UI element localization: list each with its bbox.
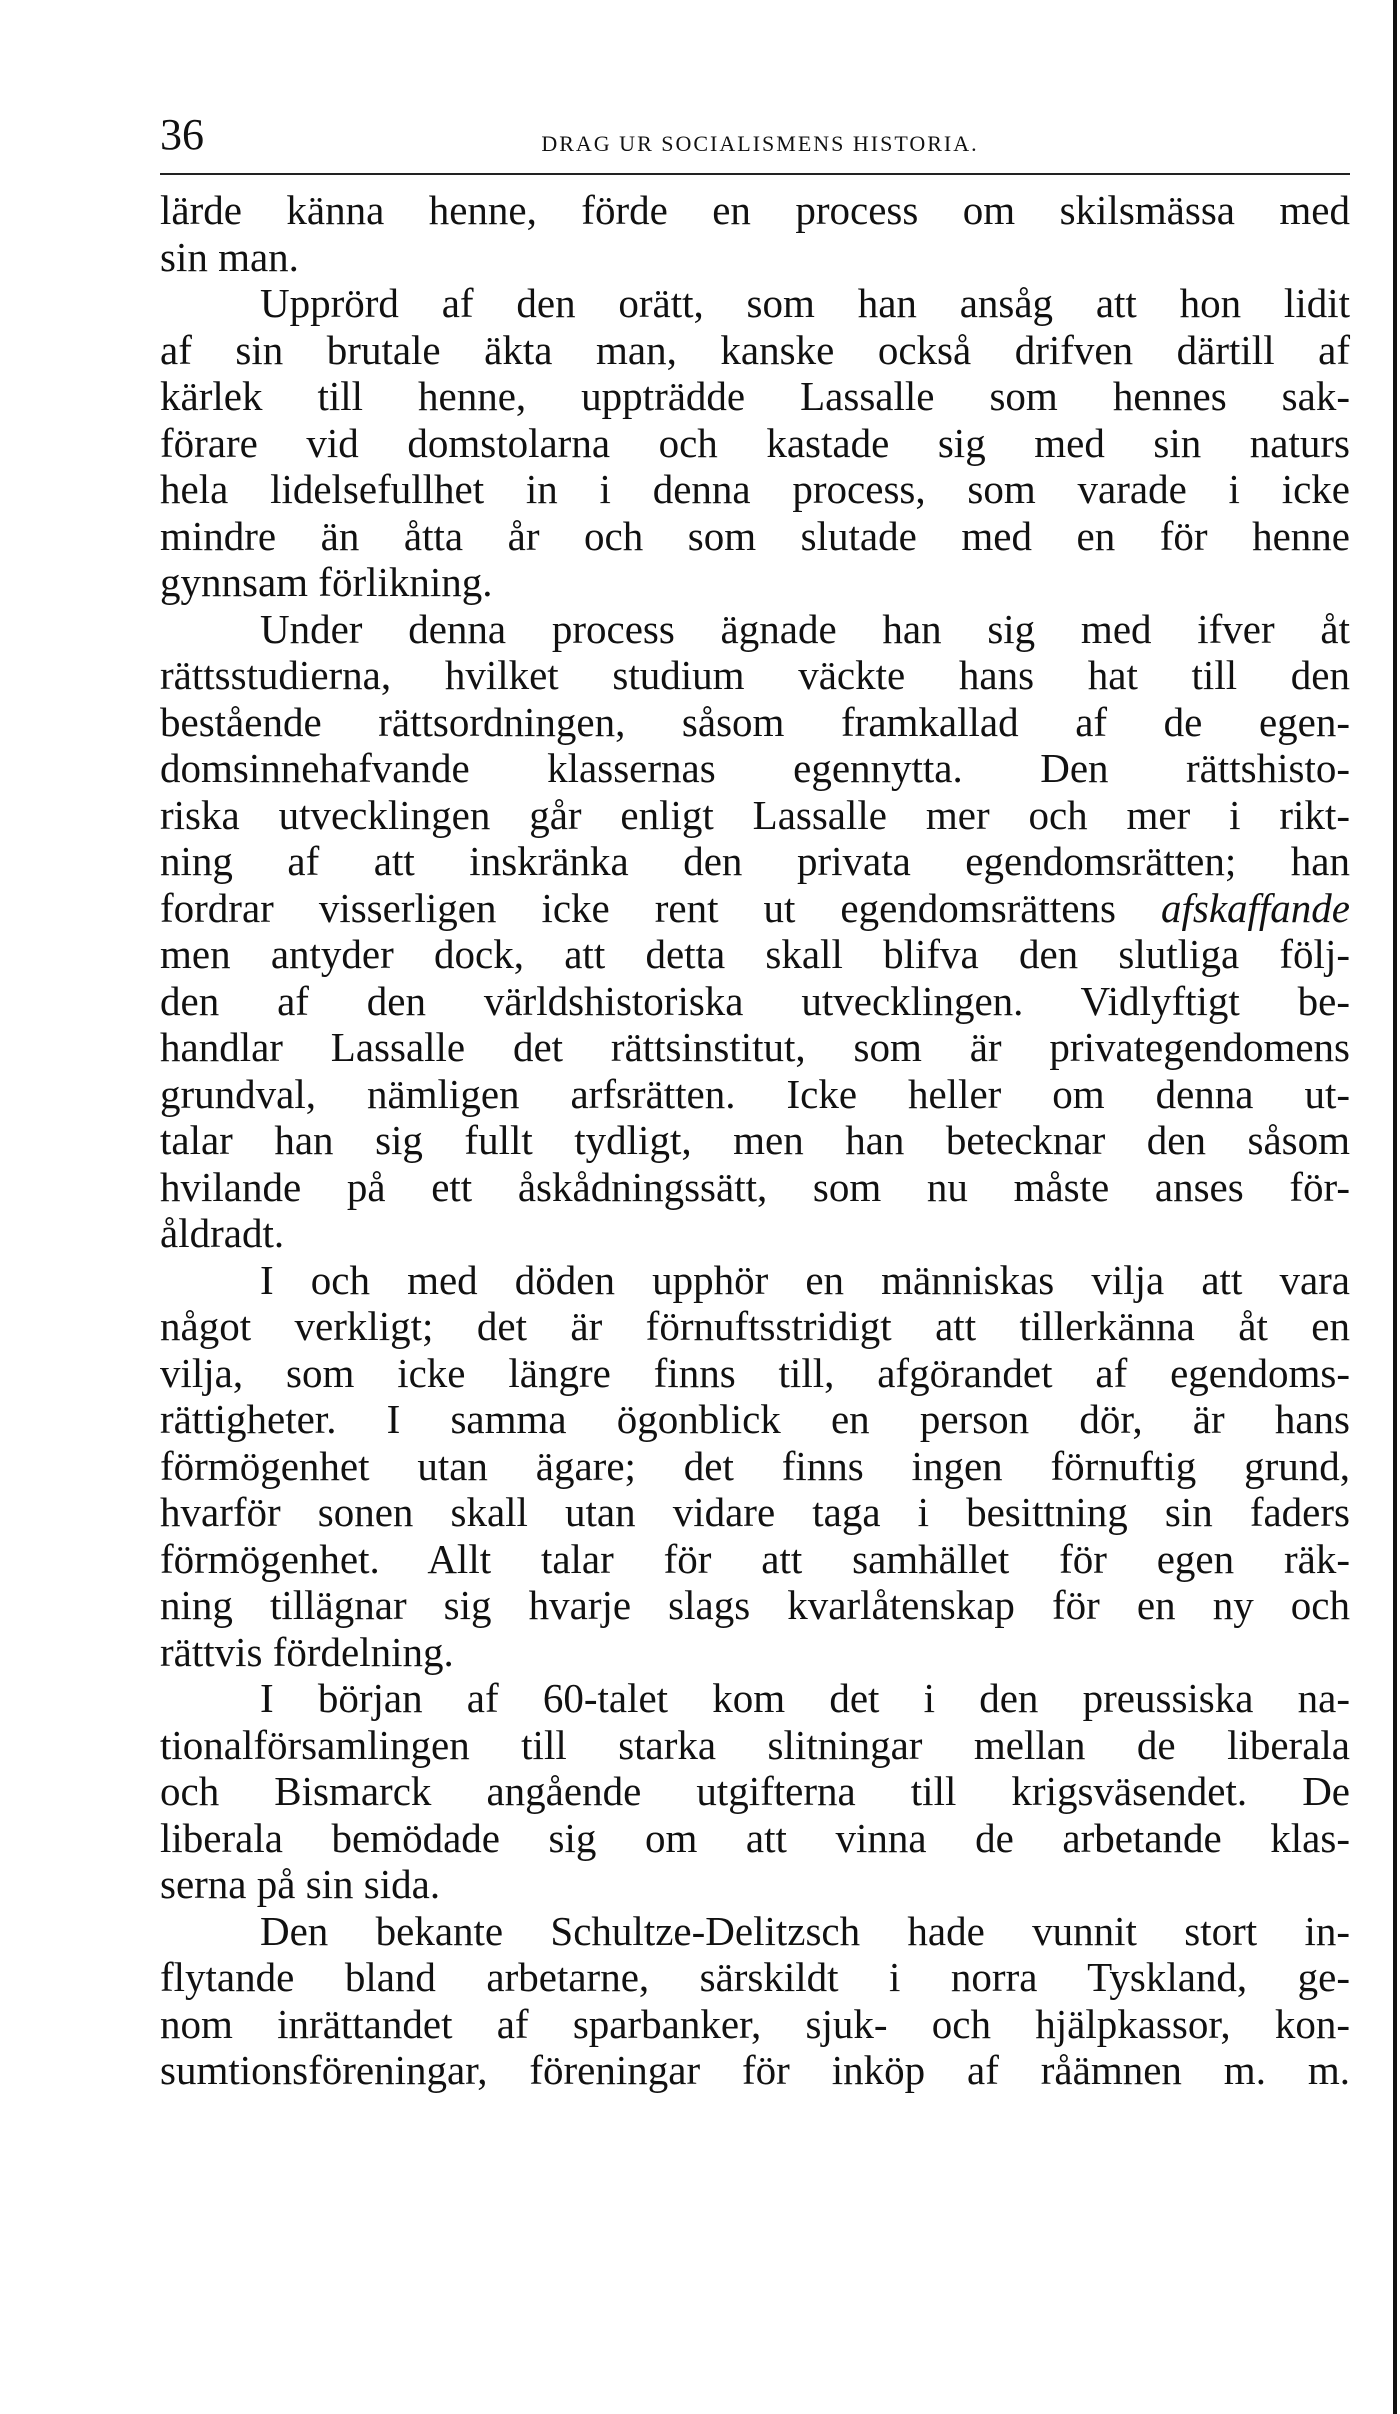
text-line: rättigheter. I samma ögonblick en person dör, är hans <box>160 1396 1350 1442</box>
text-line: sin man. <box>160 233 299 280</box>
page-header <box>160 95 1350 175</box>
text-line: tionalförsamlingen till starka slitningar mellan de liberala <box>160 1721 1350 1768</box>
text-line: flytande bland arbetarne, särskildt i norra Tyskland, ge- <box>160 1954 1350 2000</box>
text-segment: fordrar visserligen icke rent ut egendomsrättens <box>160 884 1116 931</box>
text-line: kärlek till henne, uppträdde Lassalle som hennes sak- <box>160 373 1350 419</box>
paragraph-first-line: I början af 60-talet kom det i den preussiska na- <box>260 1675 1350 1721</box>
text-line: riska utvecklingen går enligt Lassalle mer och mer i rikt- <box>160 791 1350 838</box>
text-line: förmögenhet. Allt talar för att samhället för egen räk- <box>160 1535 1350 1582</box>
text-line: rättvis fördelning. <box>160 1628 454 1675</box>
text-line: nom inrättandet af sparbanker, sjuk- och hjälpkassor, kon- <box>160 2000 1350 2047</box>
text-line: serna på sin sida. <box>160 1861 441 1907</box>
text-line: liberala bemödade sig om att vinna de arbetande klas- <box>160 1814 1350 1861</box>
text-line: gynnsam förlikning. <box>160 559 493 605</box>
text-line: handlar Lassalle det rättsinstitut, som är privategendomens <box>160 1024 1350 1070</box>
text-line: ning tillägnar sig hvarje slags kvarlåtenskap för en ny och <box>160 1582 1350 1628</box>
text-line: men antyder dock, att detta skall blifva den slutliga följ- <box>160 931 1350 977</box>
text-line: bestående rättsordningen, såsom framkallad af de egen- <box>160 698 1350 745</box>
page-edge-rule <box>1393 0 1397 2414</box>
text-line: den af den världshistoriska utvecklingen. Vidlyftigt be- <box>160 977 1350 1024</box>
text-line: lärde känna henne, förde en process om skilsmässa med <box>160 187 1350 233</box>
text-line: grundval, nämligen arfsrätten. Icke heller om denna ut- <box>160 1070 1350 1117</box>
text-line: åldradt. <box>160 1210 285 1256</box>
text-line: sumtionsföreningar, föreningar för inköp af råämnen m. m. <box>160 2047 1350 2093</box>
text-line: förare vid domstolarna och kastade sig med sin naturs <box>160 419 1350 466</box>
running-head: DRAG UR SOCIALISMENS HISTORIA. <box>541 131 979 156</box>
text-line: ning af att inskränka den privata egendomsrätten; han <box>160 838 1350 884</box>
text-line: vilja, som icke längre finns till, afgörandet af egendoms- <box>160 1349 1350 1396</box>
text-line: af sin brutale äkta man, kanske också drifven därtill af <box>160 326 1350 373</box>
text-line: talar han sig fullt tydligt, men han betecknar den såsom <box>160 1117 1350 1163</box>
text-line: hvarför sonen skall utan vidare taga i besittning sin faders <box>160 1489 1350 1535</box>
body-text <box>160 187 1350 2094</box>
page-number: 36 <box>160 110 204 159</box>
text-line: och Bismarck angående utgifterna till krigsväsendet. De <box>160 1768 1350 1814</box>
paragraph-first-line: I och med döden upphör en människas vilja att vara <box>260 1256 1350 1303</box>
book-page <box>160 95 1350 2094</box>
paragraph-first-line: Under denna process ägnade han sig med ifver åt <box>260 605 1350 652</box>
text-line: något verkligt; det är förnuftsstridigt att tillerkänna åt en <box>160 1303 1350 1349</box>
text-line: rättsstudierna, hvilket studium väckte hans hat till den <box>160 652 1350 698</box>
paragraph-first-line: Upprörd af den orätt, som han ansåg att hon lidit <box>260 280 1350 326</box>
paragraph-first-line: Den bekante Schultze-Delitzsch hade vunnit stort in- <box>260 1907 1350 1954</box>
text-line: hela lidelsefullhet in i denna process, som varade i icke <box>160 466 1350 512</box>
text-line <box>160 885 1350 932</box>
text-line: domsinnehafvande klassernas egennytta. Den rättshisto- <box>160 745 1350 791</box>
text-line: förmögenhet utan ägare; det finns ingen förnuftig grund, <box>160 1442 1350 1489</box>
italic-emphasis: afskaffande <box>1160 884 1350 931</box>
text-line: mindre än åtta år och som slutade med en för henne <box>160 512 1350 559</box>
text-line: hvilande på ett åskådningssätt, som nu måste anses för- <box>160 1163 1350 1210</box>
